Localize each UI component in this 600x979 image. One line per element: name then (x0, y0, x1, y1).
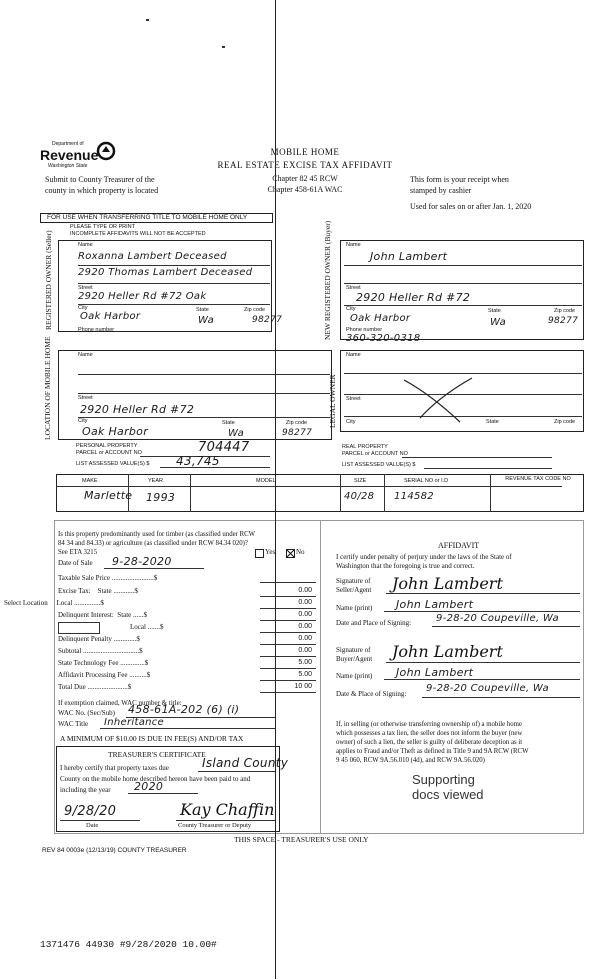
buyer-zip: 98277 (548, 316, 579, 326)
select-location-control[interactable]: Select Location Local ...............$ (4, 599, 104, 607)
make-header: MAKE (82, 478, 98, 484)
fraud-line: If, in selling (or otherwise transferring ownership of) a mobile home (336, 721, 522, 728)
timber-no-checkbox[interactable] (286, 549, 295, 558)
real-property-label: REAL PROPERTY (342, 444, 388, 450)
timber-question-1: Is this property predominantly used for timber (as classified under RCW (58, 531, 256, 538)
assessed-value-label: LIST ASSESSED VALUE(S) $ (76, 461, 150, 467)
location-street: 2920 Heller Rd #72 (80, 403, 195, 416)
wac-number: 458-61A-202 (6) (i) (128, 703, 240, 716)
seller-city-label: City (78, 305, 88, 311)
seller-signature-label-1: Signature of (336, 577, 371, 585)
interest-local-select[interactable] (58, 622, 100, 634)
treasurer-title: TREASURER'S CERTIFICATE (108, 750, 206, 759)
seller-zip: 98277 (252, 315, 283, 325)
legal-city-label: City (346, 419, 356, 425)
type-print-notice: PLEASE TYPE OR PRINT (70, 224, 136, 230)
excise-state-label: Excise Tax: State ............$ (58, 587, 138, 595)
transfer-notice: FOR USE WHEN TRANSFERRING TITLE TO MOBILE HOME ONLY (47, 214, 248, 221)
location-street-label: Street (78, 395, 93, 401)
legal-name-label: Name (346, 352, 361, 358)
submit-line-1: Submit to County Treasurer of the (45, 175, 155, 184)
legal-owner-side-label: LEGAL OWNER (328, 374, 337, 428)
seller-side-label: REGISTERED OWNER (Seller) (44, 230, 53, 330)
buyer-city: Oak Harbor (350, 313, 411, 324)
interest-local-value: 0.00 (298, 623, 312, 630)
timber-yes-checkbox[interactable] (255, 549, 264, 558)
wac-title-label: WAC Title (58, 720, 89, 728)
seller-phone-label: Phone number (78, 327, 115, 333)
location-city: Oak Harbor (82, 425, 149, 438)
seller-street-label: Street (78, 285, 93, 291)
buyer-signature-label-1: Signature of (336, 646, 371, 654)
buyer-state-label: State (488, 308, 501, 314)
parcel-label: PARCEL or ACCOUNT NO (76, 450, 142, 456)
date-of-sale: 9-28-2020 (112, 555, 172, 568)
interest-state-value: 0.00 (298, 611, 312, 618)
real-assessed-label: LIST ASSESSED VALUE(S) $ (342, 462, 416, 468)
used-for-date: Used for sales on or after Jan. 1, 2020 (410, 202, 532, 211)
seller-signature: John Lambert (392, 574, 503, 593)
receipt-stamp: 1371476 44930 #9/28/2020 10.00# (40, 939, 217, 950)
affidavit-title: AFFIDAVIT (438, 541, 480, 550)
form-title-1: MOBILE HOME (270, 147, 340, 157)
fraud-line: owner) of such a lien, the seller is guilty of deliberate deception as it (336, 739, 523, 746)
buyer-state: Wa (490, 317, 507, 328)
affidavit-text-1: I certify under penalty of perjury under the laws of the State of (336, 553, 512, 561)
buyer-date-place: 9-28-20 Coupeville, Wa (426, 683, 549, 694)
form-title-2: REAL ESTATE EXCISE TAX AFFIDAVIT (217, 160, 393, 170)
logo-dept-of: Department of (52, 141, 84, 147)
location-side-label: LOCATION OF MOBILE HOME (43, 336, 52, 440)
scan-speck (222, 46, 225, 48)
year-header: YEAR (148, 478, 163, 484)
buyer-phone-label: Phone number (346, 327, 383, 333)
fraud-line: applies to Fraud and/or Theft as defined in Title 9 and 9A RCW (RCW (336, 748, 529, 755)
seller-date-place-label: Date and Place of Signing: (336, 619, 412, 627)
form-revision: REV 84 0003e (12/13/19) COUNTY TREASURER (42, 847, 187, 854)
seller-state: Wa (198, 315, 215, 326)
fraud-notice (336, 720, 581, 765)
location-zip-label: Zip code (286, 420, 308, 426)
penalty-value: 0.00 (298, 635, 312, 642)
treasurer-sign-label: County Treasurer or Deputy (178, 822, 252, 829)
date-of-sale-label: Date of Sale (58, 559, 93, 567)
location-state: Wa (228, 428, 245, 439)
assessed-value: 43,745 (176, 454, 220, 468)
treasurer-county: Island County (202, 756, 289, 770)
treasurer-signature: Kay Chaffin (180, 800, 275, 819)
treasurer-year: 2020 (134, 780, 164, 793)
vehicle-year: 1993 (146, 491, 176, 504)
vehicle-make: Marlette (84, 489, 133, 502)
buyer-zip-label: Zip code (554, 308, 576, 314)
stamp-docs-viewed: docs viewed (412, 787, 484, 802)
location-name-label: Name (78, 352, 93, 358)
receipt-line-2: stamped by cashier (410, 186, 472, 195)
timber-yes-label: Yes (265, 548, 276, 556)
model-header: MODEL (256, 478, 276, 484)
exemption-label: If exemption claimed, WAC number & title: (58, 699, 182, 707)
parcel-number: 704447 (198, 440, 250, 455)
buyer-side-label: NEW REGISTERED OWNER (Buyer) (323, 220, 332, 340)
fraud-line: 9 45 060, RCW 9A.56.010 (4d), and RCW 9A.56.020) (336, 757, 485, 764)
seller-state-label: State (196, 307, 209, 313)
chapter-rcw: Chapter 82 45 RCW (272, 174, 338, 183)
buyer-signature-label-2: Buyer/Agent (336, 655, 373, 663)
seller-street: 2920 Heller Rd #72 Oak (78, 291, 207, 302)
timber-no-label: No (296, 548, 305, 556)
seller-name-2: 2920 Thomas Lambert Deceased (78, 267, 253, 278)
subtotal-value: 0.00 (298, 647, 312, 654)
wac-no-label: WAC No. (Sec/Sub) (58, 709, 115, 717)
interest-state-label: Delinquent Interest: State ......$ (58, 611, 148, 619)
size-header: SIZE (354, 478, 367, 484)
treasurer-use-only: THIS SPACE - TREASURER'S USE ONLY (234, 835, 369, 844)
personal-property-label: PERSONAL PROPERTY (76, 443, 138, 449)
affidavit-fee-label: Affidavit Processing Fee ..........$ (58, 671, 151, 679)
affidavit-text-2: Washington that the foregoing is true and correct. (336, 562, 475, 570)
location-zip: 98277 (282, 428, 313, 438)
scan-speck (146, 19, 149, 21)
treasurer-line-1: I hereby certify that property taxes due (60, 764, 169, 772)
chapter-wac: Chapter 458-61A WAC (267, 185, 343, 194)
see-eta: See ETA 3215 (58, 549, 98, 556)
check-mark-icon (287, 550, 294, 557)
real-parcel-label: PARCEL or ACCOUNT NO (342, 451, 408, 457)
treasurer-line-3: including the year (60, 786, 111, 794)
timber-question-2: 84 34 and 84.33) or agriculture (as classified under RCW 84.34 020)? (58, 540, 248, 547)
transfer-notice-box (40, 213, 273, 223)
buyer-name-print: John Lambert (396, 666, 474, 679)
seller-name-print-label: Name (print) (336, 604, 373, 612)
legal-street-label: Street (346, 396, 361, 402)
excise-local-value: 0.00 (298, 599, 312, 606)
vehicle-serial: 114582 (394, 491, 434, 502)
seller-signature-label-2: Seller/Agent (336, 586, 372, 594)
buyer-name-print-label: Name (print) (336, 672, 373, 680)
total-due-label: Total Due .......................$ (58, 683, 132, 691)
buyer-signature: John Lambert (392, 642, 503, 661)
treasurer-date: 9/28/20 (64, 804, 117, 819)
penalty-label: Delinquent Penalty .............$ (58, 635, 140, 643)
logo-state: Washington State (48, 163, 88, 169)
tech-fee-value: 5.00 (298, 659, 312, 666)
treasurer-date-label: Date (86, 822, 99, 829)
vehicle-size: 40/28 (344, 491, 375, 502)
affidavit-fee-value: 5.00 (298, 671, 312, 678)
fraud-line: which possesses a tax lien, the seller does not inform the buyer (new (336, 730, 523, 737)
seller-name-1: Roxanna Lambert Deceased (78, 251, 227, 262)
interest-local-label: Local .......$ (130, 623, 164, 631)
tech-fee-label: State Technology Fee ..............$ (58, 659, 149, 667)
location-state-label: State (222, 420, 235, 426)
seller-date-place: 9-28-20 Coupeville, Wa (436, 613, 559, 624)
serial-header: SERIAL NO or I.D (404, 478, 449, 484)
wac-title: Inheritance (104, 717, 165, 728)
taxable-sale-price-label: Taxable Sale Price ........................$ (58, 574, 158, 582)
legal-zip-label: Zip code (554, 419, 576, 425)
location-city-label: City (78, 418, 88, 424)
buyer-street: 2920 Heller Rd #72 (356, 291, 471, 304)
seller-zip-label: Zip code (244, 307, 266, 313)
scan-line (275, 0, 276, 979)
buyer-date-place-label: Date & Place of Signing: (336, 690, 407, 698)
wa-logo-icon (96, 141, 116, 161)
subtotal-label: Subtotal ................................$ (58, 647, 143, 655)
stamp-supporting: Supporting (412, 772, 475, 787)
treasurer-line-2: County on the mobile home described hereon have been paid to and (60, 775, 251, 783)
revenue-tax-code-header: REVENUE TAX CODE NO (505, 476, 571, 482)
incomplete-notice: INCOMPLETE AFFIDAVITS WILL NOT BE ACCEPTED (70, 231, 206, 237)
seller-name-label: Name (78, 242, 93, 248)
seller-city: Oak Harbor (80, 311, 141, 322)
submit-line-2: county in which property is located (45, 186, 159, 195)
buyer-street-label: Street (346, 285, 361, 291)
total-due-value: 10 00 (294, 683, 312, 690)
receipt-line-1: This form is your receipt when (410, 175, 509, 184)
buyer-phone: 360-320-0318 (346, 333, 421, 344)
minimum-fee-notice: A MINIMUM OF $10.00 IS DUE IN FEE(S) AND/OR TAX (60, 734, 244, 743)
buyer-name-label: Name (346, 242, 361, 248)
excise-state-value: 0.00 (298, 587, 312, 594)
cross-out-mark-icon (400, 374, 480, 426)
buyer-city-label: City (346, 306, 356, 312)
revenue-logo (40, 139, 120, 175)
logo-revenue: Revenue (40, 147, 99, 163)
buyer-name: John Lambert (370, 250, 448, 263)
seller-name-print: John Lambert (396, 598, 474, 611)
legal-state-label: State (486, 419, 499, 425)
